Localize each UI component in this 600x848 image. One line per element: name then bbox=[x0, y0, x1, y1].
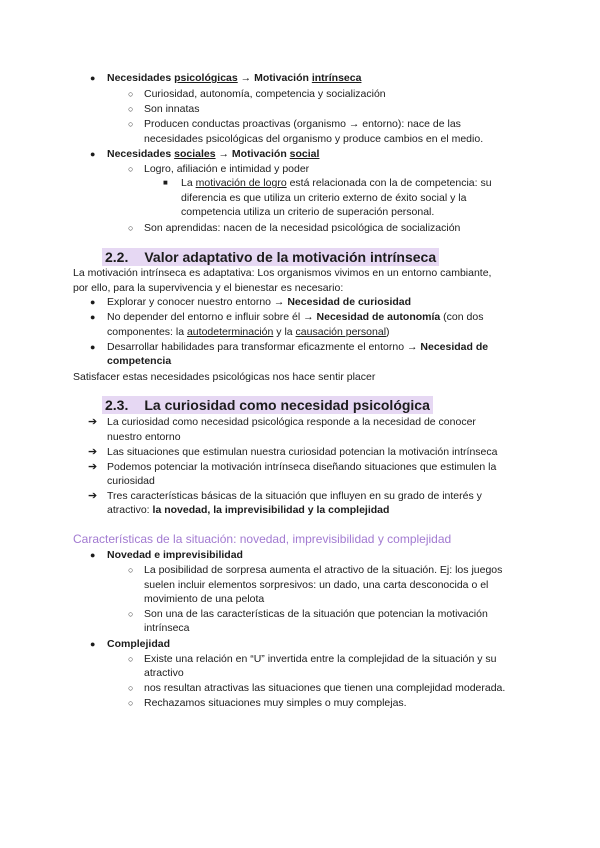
bullet-circle: ○ bbox=[128, 119, 134, 129]
psico-item-2: Son innatas bbox=[144, 103, 200, 115]
arrow-icon: ➔ bbox=[88, 446, 98, 458]
car-b1-s1-l3: movimiento de una pelota bbox=[144, 593, 265, 605]
p23-a1-l1: La curiosidad como necesidad psicológica responde a la necesidad de conocer bbox=[107, 416, 476, 428]
car-b2-title: Complejidad bbox=[107, 638, 171, 650]
car-b2-s1-l2: atractivo bbox=[144, 667, 184, 679]
bullet-circle: ○ bbox=[128, 565, 134, 575]
p22-b3-a: Desarrollar habilidades para transformar eficazmente el entorno → bbox=[107, 341, 421, 353]
bullet-dot: ● bbox=[90, 639, 96, 649]
caracteristicas-heading: Características de la situación: novedad, imprevisibilidad y complejidad bbox=[73, 532, 452, 546]
social-sub-a: La bbox=[181, 177, 196, 189]
p22-b2-d: componentes: la bbox=[107, 326, 187, 338]
bullet-circle: ○ bbox=[128, 698, 134, 708]
p22-bullet-3 bbox=[107, 340, 488, 354]
car-b1-title: Novedad e imprevisibilidad bbox=[107, 549, 243, 561]
car-b2-s3: Rechazamos situaciones muy simples o muy complejas. bbox=[144, 697, 407, 709]
p22-b2-e: autodeterminación bbox=[186, 326, 274, 338]
social-sub-2: diferencia es que utiliza un criterio externo de éxito social y la bbox=[181, 192, 467, 204]
arrow-icon: ➔ bbox=[88, 490, 98, 502]
bullet-circle: ○ bbox=[128, 683, 134, 693]
p23-a4-l2b: la novedad, la imprevisibilidad y la complejidad bbox=[152, 504, 390, 516]
heading-2-3-num: 2.3. bbox=[105, 397, 129, 413]
p22-b3-b: Necesidad de bbox=[420, 341, 489, 353]
heading-2-2 bbox=[102, 248, 439, 266]
p22-bullet-1 bbox=[107, 295, 411, 309]
psico-title-c: → Motivación bbox=[237, 72, 312, 84]
heading-2-3 bbox=[102, 396, 433, 414]
car-b1-s2-l1: Son una de las características de la situación que potencian la motivación bbox=[144, 608, 488, 620]
p22-b2-a: No depender del entorno e influir sobre él → bbox=[107, 311, 317, 323]
p22-bullet-2b bbox=[107, 325, 390, 339]
p23-a2: Las situaciones que estimulan nuestra curiosidad potencian la motivación intrínseca bbox=[107, 446, 498, 458]
p22-b2-h: ) bbox=[386, 326, 390, 338]
bullet-dot: ● bbox=[90, 342, 96, 352]
heading-2-2-title: Valor adaptativo de la motivación intrínseca bbox=[144, 249, 437, 265]
psico-title-b: psicológicas bbox=[174, 72, 238, 84]
car-b1-s1-l2: suelen incluir elementos sorpresivos: un dado, una carta desconocida o el bbox=[144, 579, 489, 591]
arrow-icon: ➔ bbox=[88, 416, 98, 428]
social-title-d: social bbox=[289, 148, 320, 160]
p23-a4-l2a: atractivo: bbox=[107, 504, 153, 516]
psico-item-3b: necesidades psicológicas del organismo y produce cambios en el medio. bbox=[144, 133, 484, 145]
bullet-dot: ● bbox=[90, 312, 96, 322]
bullet-circle: ○ bbox=[128, 89, 134, 99]
social-title bbox=[107, 147, 319, 161]
psico-title-d: intrínseca bbox=[311, 72, 362, 84]
p22-b1-b: Necesidad de curiosidad bbox=[287, 296, 412, 308]
social-sub-3: competencia utiliza un criterio de superación personal. bbox=[181, 206, 435, 218]
bullet-circle: ○ bbox=[128, 654, 134, 664]
bullet-dot: ● bbox=[90, 73, 96, 83]
social-sub-b: motivación de logro bbox=[195, 177, 287, 189]
p22-b2-g: causación personal bbox=[295, 326, 387, 338]
p22-b2-b: Necesidad de autonomía bbox=[316, 311, 441, 323]
bullet-circle: ○ bbox=[128, 609, 134, 619]
car-b2-s2: nos resultan atractivas las situaciones que tienen una complejidad moderada. bbox=[144, 682, 506, 694]
psico-title-a: Necesidades bbox=[107, 72, 175, 84]
car-b1-s1-l1: La posibilidad de sorpresa aumenta el atractivo de la situación. Ej: los juegos bbox=[144, 564, 503, 576]
p23-a4-l2 bbox=[107, 503, 389, 517]
p22-bullet-2 bbox=[107, 310, 483, 324]
bullet-circle: ○ bbox=[128, 164, 134, 174]
social-sub-c: está relacionada con la de competencia: su bbox=[286, 177, 492, 189]
p22-closing: Satisfacer estas necesidades psicológicas nos hace sentir placer bbox=[73, 371, 376, 383]
social-sub-1 bbox=[181, 176, 492, 190]
p22-bullet-3b: competencia bbox=[107, 355, 172, 367]
p23-a4-l1: Tres características básicas de la situación que influyen en su grado de interés y bbox=[107, 490, 482, 502]
car-b2-s1-l1: Existe una relación en “U” invertida entre la complejidad de la situación y su bbox=[144, 653, 497, 665]
bullet-circle: ○ bbox=[128, 104, 134, 114]
bullet-dot: ● bbox=[90, 550, 96, 560]
bullet-dot: ● bbox=[90, 149, 96, 159]
p23-a3-l1: Podemos potenciar la motivación intrínseca diseñando situaciones que estimulen la bbox=[107, 461, 497, 473]
bullet-circle: ○ bbox=[128, 223, 134, 233]
p23-a1-l2: nuestro entorno bbox=[107, 431, 181, 443]
p22-b2-f: y la bbox=[273, 326, 296, 338]
p22-line1: La motivación intrínseca es adaptativa: Los organismos vivimos en un entorno cambiante, bbox=[73, 267, 492, 279]
arrow-icon: ➔ bbox=[88, 461, 98, 473]
social-title-b: sociales bbox=[174, 148, 216, 160]
p22-line2: por ello, para la supervivencia y el bienestar es necesario: bbox=[73, 282, 344, 294]
social-title-c: → Motivación bbox=[215, 148, 290, 160]
social-item-1: Logro, afiliación e intimidad y poder bbox=[144, 163, 310, 175]
bullet-dot: ● bbox=[90, 297, 96, 307]
psico-item-1: Curiosidad, autonomía, competencia y socialización bbox=[144, 88, 386, 100]
psico-title bbox=[107, 71, 361, 85]
car-b1-s2-l2: intrínseca bbox=[144, 622, 190, 634]
bullet-square: ■ bbox=[163, 178, 168, 187]
p22-b2-c: (con dos bbox=[440, 311, 484, 323]
psico-item-3: Producen conductas proactivas (organismo → entorno): nace de las bbox=[144, 118, 461, 130]
social-item-2: Son aprendidas: nacen de la necesidad psicológica de socialización bbox=[144, 222, 461, 234]
heading-2-3-title: La curiosidad como necesidad psicológica bbox=[144, 397, 430, 413]
p22-b1-a: Explorar y conocer nuestro entorno → bbox=[107, 296, 288, 308]
p23-a3-l2: curiosidad bbox=[107, 475, 155, 487]
heading-2-2-num: 2.2. bbox=[105, 249, 129, 265]
social-title-a: Necesidades bbox=[107, 148, 175, 160]
